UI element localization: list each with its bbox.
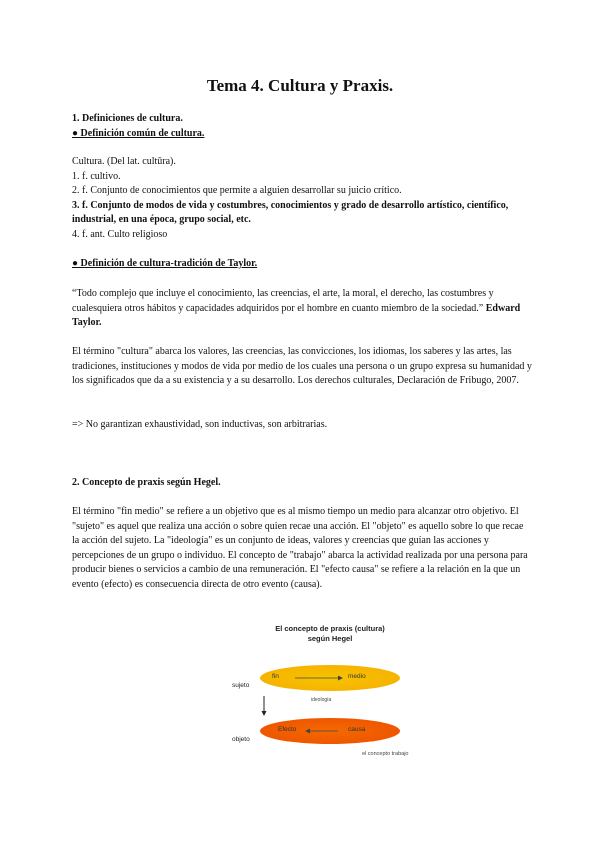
label-efecto: Efecto — [278, 726, 297, 733]
section-2 — [72, 476, 532, 491]
section-2-heading: 2. Concepto de praxis según Hegel. — [72, 477, 221, 488]
subheading-common-definition: ● Definición común de cultura. — [72, 127, 205, 139]
label-ideologia: ideología — [311, 697, 332, 703]
label-causa: causa — [348, 726, 366, 733]
label-fin: fin — [272, 673, 279, 680]
quote-author: Edward Taylor. — [72, 302, 521, 328]
paragraph-text: El término "cultura" abarca los valores, las creencias, las convicciones, los idiomas, los saberes y las artes, las tradiciones, instituciones y modos de vida por medio de los cuales una persona o un grupo expresa su humanidad y los significados que da a su existencia y a su desarrollo. Los derechos culturales, Declaración de Fribugo, 2007. — [72, 346, 532, 386]
definition-line: 2. f. Conjunto de conocimientos que permite a alguien desarrollar su juicio crítico. — [72, 185, 402, 196]
diagram-caption: el concepto trabajo — [362, 751, 409, 757]
label-objeto: objeto — [232, 736, 250, 743]
subheading-taylor: ● Definición de cultura-tradición de Taylor. — [72, 258, 258, 269]
praxis-diagram — [220, 622, 440, 762]
taylor-quote — [72, 287, 532, 331]
taylor-subheading-block — [72, 257, 532, 272]
conclusion-text: => No garantizan exhaustividad, son inductivas, son arbitrarias. — [72, 419, 328, 430]
section-1-heading: 1. Definiciones de cultura. — [72, 113, 183, 124]
label-sujeto: sujeto — [232, 682, 250, 689]
ideology-arrow-head — [262, 711, 267, 716]
quote-text: “Todo complejo que incluye el conocimiento, las creencias, el arte, la moral, el derecho, las costumbres y cualesquiera otros hábitos y capacidades adquiridos por el hombre en cuanto miembro de la sociedad.” — [72, 288, 494, 314]
label-medio: medio — [348, 673, 366, 680]
definition-line: 4. f. ant. Culto religioso — [72, 228, 168, 240]
definition-line-bold: 3. f. Conjunto de modos de vida y costumbres, conocimientos y grado de desarrollo artístico, científico, industrial, en una época, grupo social, etc. — [72, 199, 509, 225]
praxis-paragraph — [72, 505, 532, 592]
definition-line: Cultura. (Del lat. cultūra). — [72, 156, 176, 167]
definition-line: 1. f. cultivo. — [72, 170, 121, 182]
conclusion-block — [72, 418, 532, 433]
dictionary-definition — [72, 155, 532, 242]
paragraph-text: El término "fin medio" se refiere a un objetivo que es al mismo tiempo un medio para alcanzar otro objetivo. El "sujeto" es aquel que realiza una acción o sobre quien recae una acción. El "objeto" es aquello sobre lo que recae la acción del sujeto. La "ideología" es un conjunto de ideas, valores y creencias que guían las acciones y percepciones de un grupo o individuo. El concepto de "trabajo" abarca la actividad realizada por una persona para producir bienes o servicios a cambio de una remuneración. El "efecto causa" se refiere a la relación en la que un evento (efecto) es consecuencia directa de otro evento (causa). — [72, 506, 528, 590]
page-title: Tema 4. Cultura y Praxis. — [206, 76, 394, 95]
diagram-graphic — [220, 622, 440, 762]
diagram-title: El concepto de praxis (cultura) según Hegel — [275, 624, 385, 643]
section-1 — [72, 112, 532, 141]
culture-paragraph — [72, 345, 532, 389]
